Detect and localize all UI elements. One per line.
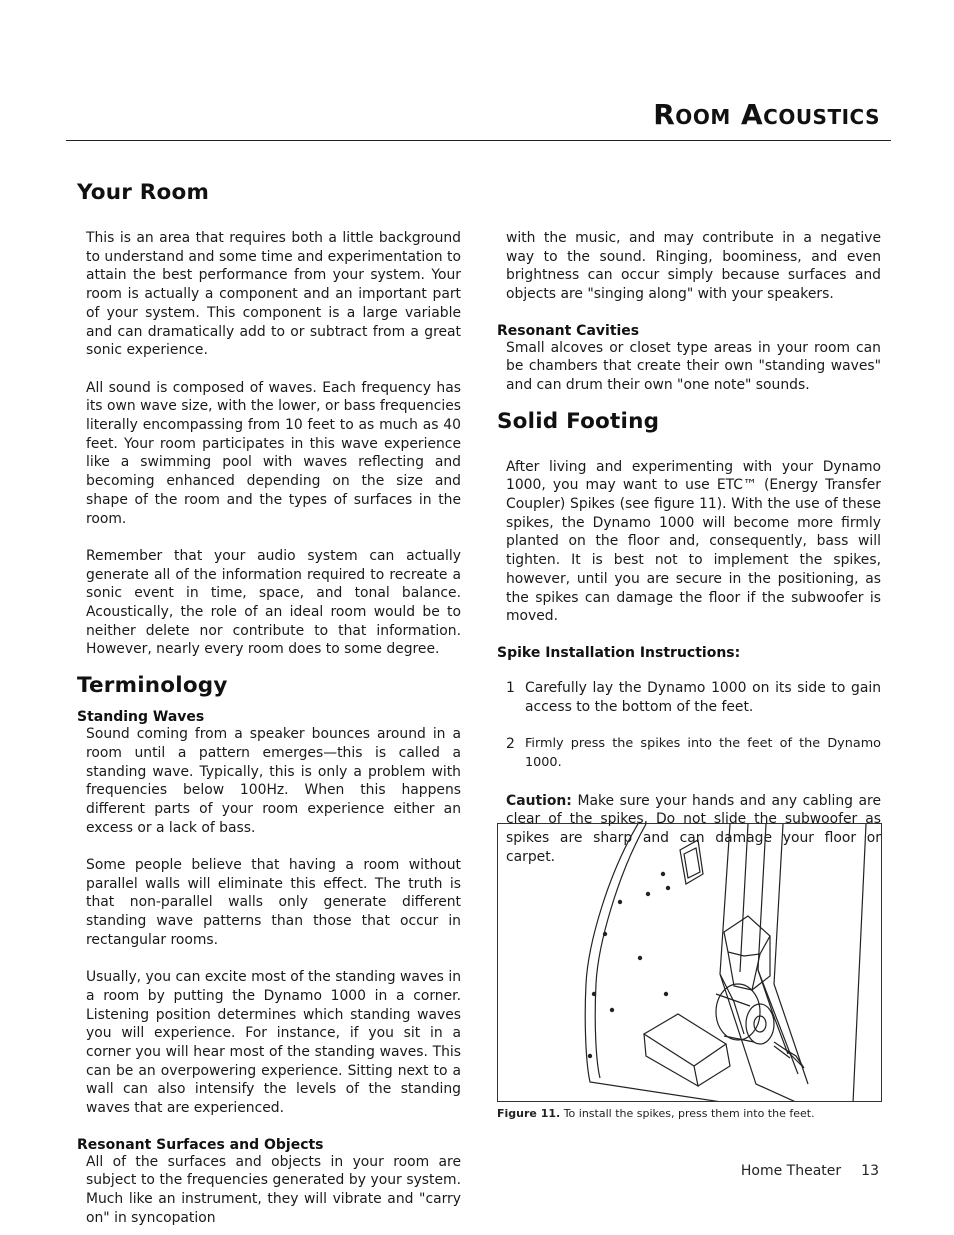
solid-footing-paragraph: After living and experimenting with your Dynamo 1000, you may want to use ETC™ (Energy Transfer Coupler) Spikes (see figure 11). With the use of these spikes, the Dynamo 1000 will become more firmly planted on the floor and, consequently, bass will tighten. It is best not to implement the spikes, however, until you are secure in the positioning, as the spikes can damage the floor if the subwoofer is moved.	[506, 458, 881, 625]
resonant-surfaces-paragraph-continued: with the music, and may contribute in a negative way to the sound. Ringing, boominess, and even brightness can occur simply because surfaces and objects are "singing along" with your speakers.	[506, 230, 881, 303]
figure-caption	[497, 1107, 815, 1120]
step-number: 2	[506, 736, 515, 753]
figure-11	[497, 823, 882, 1102]
footer-label: Home Theater	[740, 1163, 842, 1179]
resonant-cavities-heading: Resonant Cavities	[497, 322, 640, 339]
right-column	[497, 229, 881, 866]
page-title: Room Acoustics	[653, 98, 880, 131]
resonant-surfaces-paragraph: All of the surfaces and objects in your room are subject to the frequencies generated by your system. Much like an instrument, they will vibrate and "carry on" in syncopation	[86, 1153, 461, 1226]
resonant-surfaces-heading: Resonant Surfaces and Objects	[77, 1136, 324, 1153]
left-column	[77, 180, 461, 1227]
title-rule	[66, 140, 891, 141]
step-number: 1	[506, 680, 515, 697]
your-room-paragraph: All sound is composed of waves. Each frequency has its own wave size, with the lower, or bass frequencies literally encompassing from 10 feet to as much as 40 feet. Your room participates in this wave experience like a swimming pool with waves reflecting and becoming enhanced depending on the size and shape of the room and the types of surfaces in the room.	[86, 379, 461, 527]
your-room-paragraph: This is an area that requires both a little background to understand and some time and experimentation to attain the best performance from your system. Your room is actually a component and an important part of your system. This component is a large variable and can dramatically add to or subtract from a great sonic experience.	[86, 230, 461, 359]
standing-waves-heading: Standing Waves	[77, 709, 205, 726]
standing-waves-paragraph: Usually, you can excite most of the standing waves in a room by putting the Dynamo 1000 in a corner. Listening position determines which standing waves you will experience. For instance, if you sit in a corner you will hear most of the standing waves. This can be an overpowering experience. Sitting next to a wall can also intensify the levels of the standing waves that are experienced.	[86, 969, 461, 1117]
spike-instructions-heading: Spike Installation Instructions:	[497, 644, 741, 661]
standing-waves-paragraph: Sound coming from a speaker bounces around in a room until a pattern emerges—this is called a standing wave. Typically, this is only a problem with frequencies below 100Hz. When this happens different parts of your room experience either an excess or a lack of bass.	[86, 726, 461, 836]
step-text: Carefully lay the Dynamo 1000 on its side to gain access to the bottom of the feet.	[525, 680, 881, 716]
caution-label: Caution:	[506, 792, 572, 809]
solid-footing-heading: Solid Footing	[497, 408, 660, 434]
figure-label: Figure 11.	[497, 1107, 561, 1120]
subwoofer-spike-illustration	[498, 824, 882, 1102]
instruction-step	[497, 735, 881, 772]
your-room-heading: Your Room	[77, 180, 210, 205]
page-footer	[741, 1163, 879, 1179]
terminology-heading: Terminology	[77, 673, 228, 699]
figure-caption-text: To install the spikes, press them into the feet.	[563, 1107, 815, 1120]
caution-text: Make sure your hands and any cabling are clear of the spikes. Do not slide the subwoofer as spikes are sharp and can damage your floor or carpet.	[506, 792, 881, 865]
resonant-cavities-paragraph: Small alcoves or closet type areas in your room can be chambers that create their own "standing waves" and can drum their own "one note" sounds.	[506, 339, 881, 393]
page-number: 13	[861, 1163, 879, 1179]
step-text: Firmly press the spikes into the feet of the Dynamo 1000.	[525, 736, 881, 771]
instruction-step	[497, 679, 881, 716]
standing-waves-paragraph: Some people believe that having a room without parallel walls will eliminate this effect. The truth is that non-parallel walls only generate different standing wave patterns than those that occur in rectangular rooms.	[86, 857, 461, 948]
your-room-paragraph: Remember that your audio system can actually generate all of the information required to recreate a sonic event in time, space, and tonal balance. Acoustically, the role of an ideal room would be to neither delete nor contribute to that information. However, nearly every room does to some degree.	[86, 547, 461, 658]
